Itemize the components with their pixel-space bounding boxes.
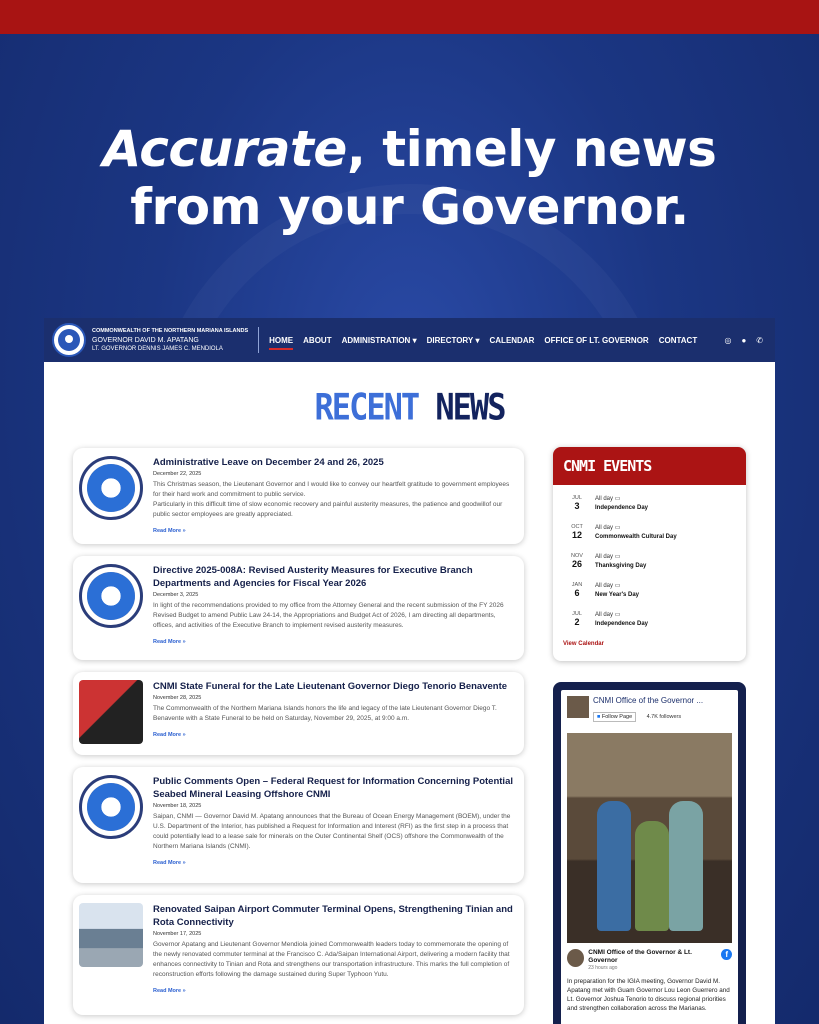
facebook-icon: f — [721, 949, 732, 960]
official-seal-logo[interactable] — [52, 323, 86, 357]
event-day: 26 — [571, 559, 582, 569]
seal-thumbnail — [79, 775, 143, 839]
event-month: JUL — [572, 611, 582, 617]
event-name[interactable]: Thanksgiving Day — [595, 563, 647, 569]
event-item[interactable] — [553, 491, 746, 520]
event-when: All day — [595, 496, 614, 502]
event-item[interactable] — [553, 607, 746, 636]
events-title: CNMI EVENTS — [553, 447, 746, 485]
site-navbar — [44, 318, 775, 362]
facebook-icon[interactable]: ● — [741, 335, 747, 345]
menu-home[interactable]: HOME — [269, 318, 293, 362]
read-more-link[interactable]: Read More » — [153, 528, 186, 534]
menu-office-lt-governor[interactable]: OFFICE OF LT. GOVERNOR — [544, 335, 649, 345]
post-author-avatar[interactable] — [567, 949, 584, 967]
news-title[interactable]: Renovated Saipan Airport Commuter Terminal Opens, Strengthening Tinian and Rota Connectivity — [153, 904, 513, 928]
calendar-icon: ▭ — [614, 525, 621, 531]
chevron-down-icon: ▾ — [475, 335, 480, 345]
calendar-icon: ▭ — [614, 612, 621, 618]
menu-directory[interactable] — [427, 318, 480, 362]
news-date: December 3, 2025 — [153, 592, 199, 598]
menu-administration[interactable] — [342, 318, 417, 362]
event-name[interactable]: Independence Day — [595, 621, 649, 627]
section-title-accent: RECENT — [314, 385, 419, 429]
calendar-icon: ▭ — [614, 583, 621, 589]
read-more-link[interactable]: Read More » — [153, 988, 186, 994]
menu-about[interactable]: ABOUT — [303, 335, 332, 345]
read-more-link[interactable]: Read More » — [153, 639, 186, 645]
facebook-embed — [553, 682, 746, 1024]
news-title[interactable]: Administrative Leave on December 24 and 26, 2025 — [153, 457, 384, 468]
event-day: 3 — [574, 501, 580, 511]
menu-directory-label: DIRECTORY — [426, 335, 474, 345]
read-more-link[interactable]: Read More » — [153, 732, 186, 738]
seal-thumbnail — [79, 564, 143, 628]
post-photo[interactable] — [567, 733, 732, 943]
event-when: All day — [595, 612, 614, 618]
news-card[interactable] — [73, 556, 524, 660]
event-when: All day — [595, 554, 614, 560]
headline-line1: , timely news — [346, 120, 717, 178]
calendar-icon: ▭ — [614, 554, 621, 560]
top-red-bar — [0, 0, 819, 34]
menu-contact[interactable]: CONTACT — [658, 335, 698, 345]
fb-page-name[interactable]: CNMI Office of the Governor ... — [593, 696, 704, 705]
view-calendar-link[interactable]: View Calendar — [563, 641, 604, 647]
event-day: 12 — [571, 530, 582, 540]
news-date: December 22, 2025 — [153, 471, 202, 477]
website-screenshot — [44, 318, 775, 1024]
event-name[interactable]: Independence Day — [595, 505, 649, 511]
event-month: OCT — [571, 524, 583, 530]
news-excerpt: The Commonwealth of the Northern Mariana Islands honors the life and legacy of the late Lieutenant Governor Diego T. Benavente with a State Funeral to be held on Saturday, November 29, 2025, at 9:00 a.m. — [153, 705, 497, 722]
event-month: JUL — [572, 495, 582, 501]
phone-icon[interactable]: ✆ — [756, 335, 763, 345]
post-author[interactable]: CNMI Office of the Governor & Lt. Governor — [588, 949, 692, 964]
events-widget — [553, 447, 746, 661]
headline — [0, 120, 819, 236]
social-links — [724, 336, 767, 345]
news-title[interactable]: Directive 2025-008A: Revised Austerity Measures for Executive Branch Departments and Agencies for Fiscal Year 2026 — [153, 565, 473, 589]
news-card[interactable] — [73, 448, 524, 544]
menu-calendar[interactable]: CALENDAR — [489, 335, 535, 345]
event-when: All day — [595, 583, 614, 589]
event-day: 2 — [574, 617, 580, 627]
event-day: 6 — [574, 588, 580, 598]
follow-label: Follow Page — [601, 714, 633, 720]
news-title[interactable]: Public Comments Open – Federal Request for Information Concerning Potential Seabed Mineral Leasing Offshore CNMI — [153, 776, 513, 800]
site-brand[interactable] — [92, 327, 259, 353]
airport-photo-thumbnail — [79, 903, 143, 967]
news-excerpt: This Christmas season, the Lieutenant Governor and I would like to convey our heartfelt gratitude to government employees for their hard work and commitment to public service. Particularly in this difficult time of slow economic recovery and painful austerity measures, the patience and goodwillof our public sector employees are greatly appreciated. — [153, 481, 510, 518]
news-card[interactable] — [73, 895, 524, 1015]
news-excerpt: Governor Apatang and Lieutenant Governor Mendiola joined Commonwealth leaders today to commemorate the opening of the newly renovated commuter terminal at the Francisco C. Ada/Saipan International Airport, delivering a modern facility that enhances connectivity to Tinian and Rota and strengthens our transportation infrastructure. This marks the full completion of reconstruction efforts following the damage sustained during Super Typhoon Yutu. — [153, 941, 510, 978]
read-more-link[interactable]: Read More » — [153, 860, 186, 866]
event-item[interactable] — [553, 520, 746, 549]
brand-line1: COMMONWEALTH OF THE NORTHERN MARIANA ISLANDS — [92, 328, 249, 334]
instagram-icon[interactable]: ◎ — [724, 335, 732, 345]
post-time: 23 hours ago — [588, 965, 618, 971]
section-title-main: NEWS — [435, 385, 505, 429]
news-date: November 28, 2025 — [153, 695, 202, 701]
news-excerpt: In light of the recommendations provided to my office from the Attorney General and the recent submission of the FY 2026 Revised Budget to amend Public Law 24-14, the Appropriations and Budget Act of 2026, I am directing all departments, offices, and activities of the Executive Branch to implement revised austerity measures. — [153, 602, 504, 629]
brand-line3: LT. GOVERNOR DENNIS JAMES C. MENDIOLA — [92, 346, 223, 352]
fb-followers: 4.7K followers — [646, 714, 682, 720]
news-excerpt: Saipan, CNMI — Governor David M. Apatang announces that the Bureau of Ocean Energy Management (BOEM), under the U.S. Department of the Interior, has published a Request for Information and Interest (RFI) as the first step in a process that could potentially lead to a lease sale for minerals on the Outer Continental Shelf (OCS) offshore the Commonwealth of the Northern Mariana Islands (CNMI). — [153, 813, 511, 850]
event-item[interactable] — [553, 549, 746, 578]
news-title[interactable]: CNMI State Funeral for the Late Lieutenant Governor Diego Tenorio Benavente — [153, 681, 508, 692]
event-month: JAN — [571, 582, 583, 588]
menu-administration-label: ADMINISTRATION — [341, 335, 411, 345]
calendar-icon: ▭ — [614, 496, 621, 502]
follow-page-button[interactable] — [593, 712, 636, 722]
post-text: In preparation for the IGIA meeting, Governor David M. Apatang met with Guam Governor Lou Leon Guerrero and Lt. Governor Joshua Tenorio to discuss regional priorities and strengthen collaboration across the Marianas. — [567, 978, 730, 1012]
brand-line2: GOVERNOR DAVID M. APATANG — [92, 337, 199, 344]
news-date: November 18, 2025 — [153, 803, 202, 809]
section-title — [44, 385, 775, 429]
news-list — [73, 448, 524, 1024]
funeral-photo-thumbnail — [79, 680, 143, 744]
headline-line2: from your Governor. — [130, 178, 689, 236]
main-menu — [269, 318, 697, 362]
news-card[interactable] — [73, 767, 524, 883]
chevron-down-icon: ▾ — [412, 335, 417, 345]
news-card[interactable] — [73, 672, 524, 755]
event-month: NOV — [571, 553, 583, 559]
seal-thumbnail — [79, 456, 143, 520]
event-when: All day — [595, 525, 614, 531]
news-date: November 17, 2025 — [153, 931, 202, 937]
facebook-icon: ■ — [597, 714, 601, 720]
event-name[interactable]: New Year's Day — [595, 592, 640, 598]
event-name[interactable]: Commonwealth Cultural Day — [595, 534, 677, 540]
headline-emphasis: Accurate — [102, 120, 347, 178]
event-item[interactable] — [553, 578, 746, 607]
page-avatar[interactable] — [567, 696, 589, 718]
